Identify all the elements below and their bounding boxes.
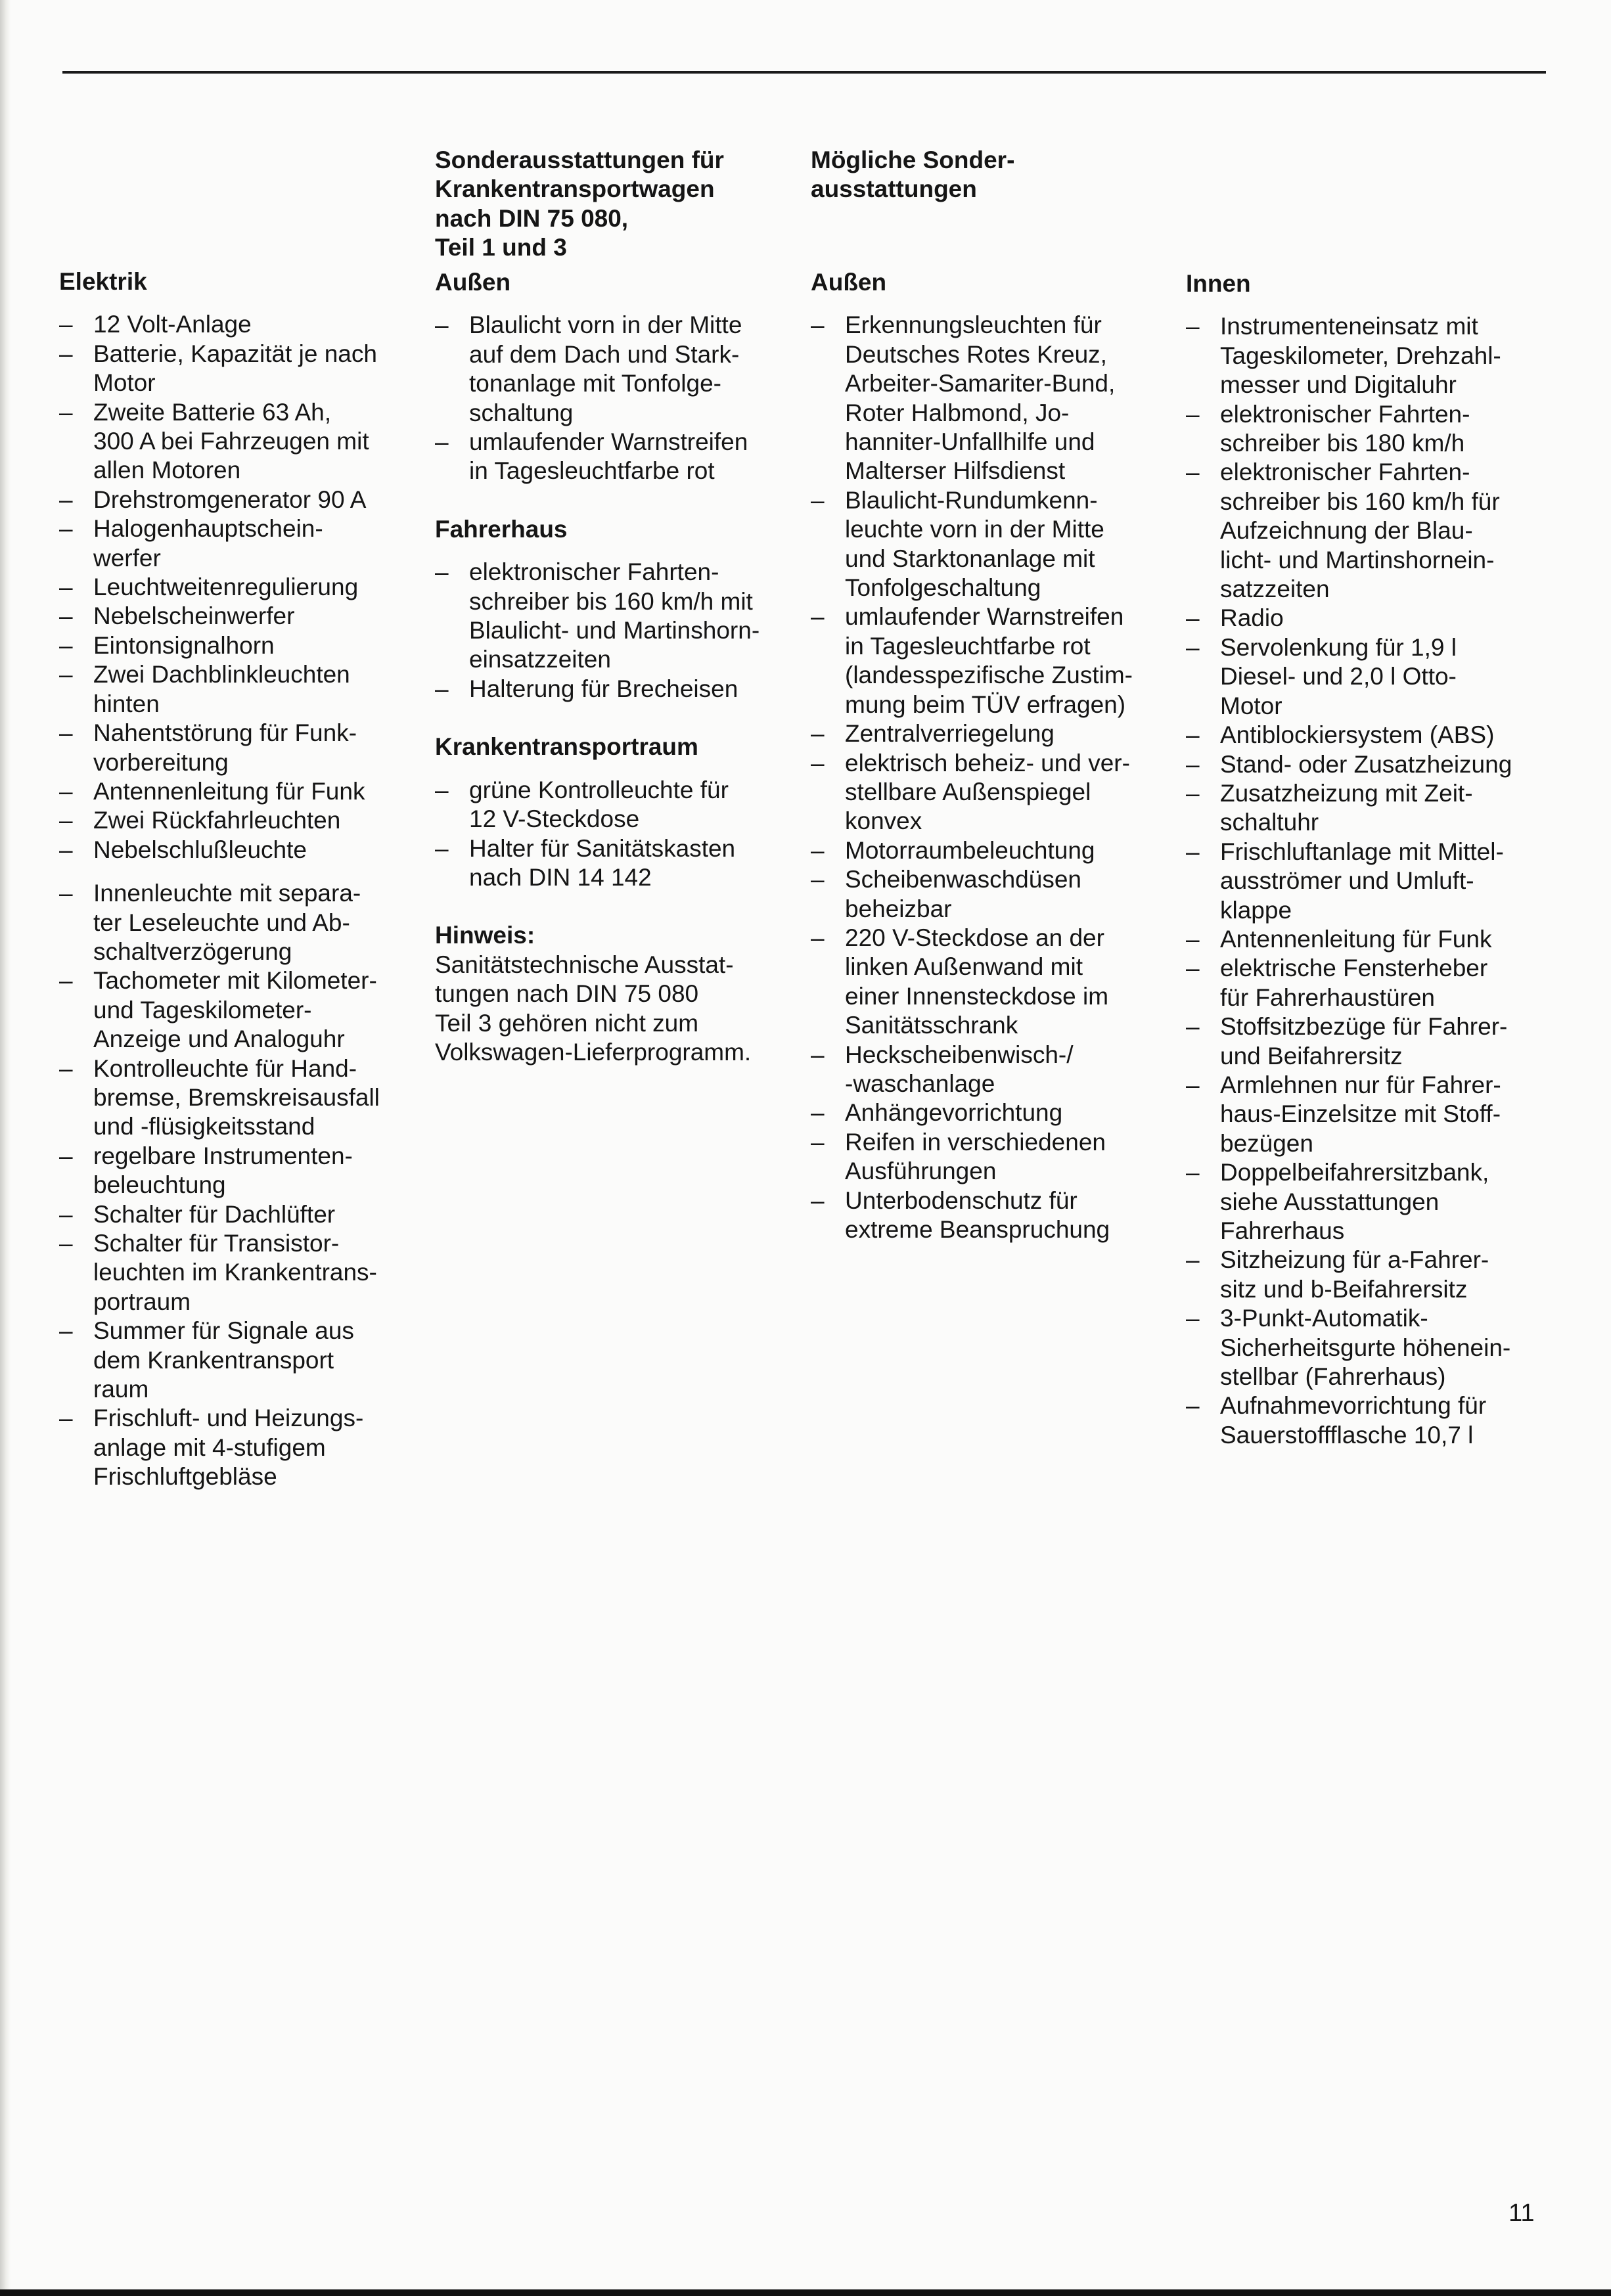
bottom-edge [0,2289,1611,2296]
list-item [59,966,414,1054]
list-item [59,514,414,573]
bullet-dash: – [1186,1305,1200,1332]
bullet-dash: – [59,880,73,907]
list-item-line: nach DIN 14 142 [469,863,652,891]
list-moegliche-aussen [811,311,1166,1244]
list-item-line: schaltung [469,399,574,426]
list-item-line: und Beifahrersitz [1220,1042,1403,1069]
list-sonder-aussen [435,311,790,485]
heading-line: ausstattungen [811,175,977,203]
list-item [1186,1246,1541,1304]
list-item-line: einsatzzeiten [469,646,611,673]
top-rule [62,71,1546,74]
list-item-line: bremse, Bremskreisausfall [93,1083,380,1111]
list-item [1186,750,1541,779]
bullet-dash: – [59,719,73,747]
list-item-line: Unterbodenschutz für [845,1186,1078,1214]
heading-line: Sonderausstattungen für [435,146,724,173]
list-item [435,558,790,675]
list-item-line: werfer [93,544,161,572]
list-item-line: Antennenleitung für Funk [1220,925,1492,953]
bullet-dash: – [1186,400,1200,428]
bullet-dash: – [1186,750,1200,778]
list-item [1186,1391,1541,1450]
list-item [59,573,414,602]
list-item-line: regelbare Instrumenten- [93,1142,353,1169]
bullet-dash: – [59,1317,73,1345]
list-item-line: Summer für Signale aus [93,1317,354,1345]
list-item-line: bezügen [1220,1129,1313,1157]
list-item-line: raum [93,1376,149,1403]
list-item [59,660,414,719]
list-item-line: Nahentstörung für Funk- [93,719,357,747]
list-item-line: stellbare Außenspiegel [845,778,1091,805]
list-item-line: 220 V-Steckdose an der [845,924,1104,951]
list-item-line: auf dem Dach und Stark- [469,340,740,368]
list-item-line: schreiber bis 160 km/h für [1220,487,1500,515]
list-item-line: beleuchtung [93,1171,226,1199]
list-item-line: in Tagesleuchtfarbe rot [845,632,1091,660]
hinweis-line: tungen nach DIN 75 080 [435,980,699,1008]
list-item-line: Blaulicht-Rundumkenn- [845,486,1098,514]
bullet-dash: – [1186,1071,1200,1098]
bullet-dash: – [1186,838,1200,865]
list-item [811,1186,1166,1245]
list-item-line: Sanitätsschrank [845,1012,1018,1039]
list-item-line: konvex [845,807,922,835]
heading-line: Krankentransportwagen [435,175,715,203]
list-item-line: Sicherheitsgurte höhenein- [1220,1334,1511,1361]
list-item [1186,954,1541,1012]
list-item-line: Anzeige und Analoguhr [93,1025,345,1053]
list-item-line: Radio [1220,604,1284,632]
binding-edge [0,0,11,2296]
list-item [811,1128,1166,1186]
bullet-dash: – [811,486,825,514]
list-item-line: Frischluftgebläse [93,1463,277,1491]
list-item [59,631,414,660]
list-item-line: Tonfolgeschaltung [845,574,1041,602]
list-elektrik-a [59,310,414,865]
list-item-line: Roter Halbmond, Jo- [845,399,1070,426]
list-item-line: sitz und b-Beifahrersitz [1220,1275,1468,1303]
heading-krankentransportraum: Krankentransportraum [435,733,698,761]
bullet-dash: – [1186,1013,1200,1041]
list-item [435,675,790,704]
list-item-line: 3-Punkt-Automatik- [1220,1305,1428,1332]
bullet-dash: – [1186,1159,1200,1186]
list-item-line: Zusatzheizung mit Zeit- [1220,779,1473,807]
list-item [59,1142,414,1200]
list-item-line: Servolenkung für 1,9 l [1220,633,1457,661]
list-item-line: elektronischer Fahrten- [1220,400,1470,428]
list-item [1186,400,1541,459]
list-item-line: Zweite Batterie 63 Ah, [93,398,331,426]
list-item-line: grüne Kontrolleuchte für [469,776,729,803]
list-item-line: Batterie, Kapazität je nach [93,340,377,367]
list-item-line: hinten [93,690,160,717]
bullet-dash: – [59,836,73,863]
list-item-line: Schalter für Transistor- [93,1230,340,1257]
list-item-line: Erkennungsleuchten für [845,311,1102,339]
list-item-line: vorbereitung [93,748,229,776]
column-sonderausstattungen [435,146,790,1067]
list-item [59,485,414,514]
bullet-dash: – [811,1128,825,1156]
column-innen [1186,269,1541,1450]
bullet-dash: – [59,1230,73,1257]
bullet-dash: – [59,515,73,543]
bullet-dash: – [1186,955,1200,982]
bullet-dash: – [1186,1246,1200,1274]
heading-sonderausstattungen [435,146,790,268]
list-item-line: Zentralverriegelung [845,720,1055,748]
list-item-line: extreme Beanspruchung [845,1216,1110,1243]
list-item-line: Doppelbeifahrersitzbank, [1220,1159,1489,1186]
list-item-line: und Starktonanlage mit [845,545,1095,572]
list-sonder-fahrerhaus [435,558,790,704]
list-item [435,834,790,893]
list-item [59,1229,414,1317]
heading-elektrik: Elektrik [59,268,147,295]
list-item-line: elektrische Fensterheber [1220,955,1488,982]
bullet-dash: – [59,661,73,688]
heading-line: nach DIN 75 080, [435,204,629,232]
list-item-line: siehe Ausstattungen [1220,1188,1440,1215]
list-item-line: Leuchtweitenregulierung [93,574,359,601]
list-item [435,428,790,486]
list-item-line: anlage mit 4-stufigem [93,1433,326,1461]
list-innen [1186,312,1541,1450]
page-number: 11 [1509,2199,1535,2227]
bullet-dash: – [59,311,73,338]
list-item-line: leuchten im Krankentrans- [93,1259,377,1286]
list-item [811,311,1166,485]
list-item [59,806,414,835]
list-sonder-raum [435,776,790,893]
list-item-line: Antennenleitung für Funk [93,777,365,805]
list-item-line: Halterung für Brecheisen [469,675,738,702]
bullet-dash: – [811,924,825,951]
list-item-line: Zwei Rückfahrleuchten [93,807,341,834]
list-item [59,310,414,339]
heading-line: Teil 1 und 3 [435,234,567,261]
heading-moegliche-sonderausstattungen [811,146,1166,268]
list-item-line: Diesel- und 2,0 l Otto- [1220,663,1457,690]
list-item [1186,312,1541,399]
list-item-line: Drehstromgenerator 90 A [93,485,367,513]
list-item-line: Tageskilometer, Drehzahl- [1220,342,1501,369]
list-item [811,1041,1166,1099]
bullet-dash: – [811,1041,825,1068]
list-item-line: mung beim TÜV erfragen) [845,690,1126,718]
hinweis-line: Sanitätstechnische Ausstat- [435,951,734,978]
list-item-line: Fahrerhaus [1220,1217,1345,1244]
list-item [811,719,1166,748]
list-item-line: Heckscheibenwisch-/ [845,1041,1074,1068]
list-item-line: Scheibenwaschdüsen [845,866,1081,893]
bullet-dash: – [435,834,449,862]
list-item-line: Instrumenteneinsatz mit [1220,313,1478,340]
bullet-dash: – [59,777,73,805]
list-item-line: 12 V-Steckdose [469,805,640,833]
list-item-line: dem Krankentransport [93,1346,334,1374]
list-item-line: Aufzeichnung der Blau- [1220,517,1473,545]
bullet-dash: – [1186,604,1200,632]
bullet-dash: – [59,807,73,834]
list-item [59,1317,414,1404]
list-item [59,719,414,777]
list-item-line: Motorraumbeleuchtung [845,836,1095,864]
list-item-line: Kontrolleuchte für Hand- [93,1054,357,1082]
list-item-line: Innenleuchte mit separa- [93,880,361,907]
list-item-line: schaltverzögerung [93,937,292,965]
bullet-dash: – [435,311,449,339]
hinweis-line: Teil 3 gehören nicht zum [435,1009,699,1037]
heading-innen: Innen [1186,270,1251,297]
list-item-line: elektronischer Fahrten- [469,558,719,586]
list-item-line: Sauerstoffflasche 10,7 l [1220,1421,1474,1449]
list-item-line: umlaufender Warnstreifen [845,603,1124,631]
bullet-dash: – [811,603,825,631]
list-item [1186,838,1541,925]
list-item [435,776,790,834]
list-item-line: Motor [93,369,156,397]
list-item-line: einer Innensteckdose im [845,982,1109,1010]
list-item-line: für Fahrerhaustüren [1220,983,1436,1011]
list-item-line: klappe [1220,896,1292,924]
bullet-dash: – [59,485,73,513]
bullet-dash: – [435,776,449,803]
bullet-dash: – [59,1054,73,1082]
list-item [435,311,790,428]
heading-hinweis: Hinweis: [435,922,535,949]
list-item [1186,721,1541,750]
list-item-line: Frischluft- und Heizungs- [93,1405,364,1432]
bullet-dash: – [1186,459,1200,486]
bullet-dash: – [1186,633,1200,661]
list-item-line: Blaulicht- und Martinshorn- [469,617,760,644]
bullet-dash: – [59,602,73,630]
bullet-dash: – [59,1142,73,1169]
list-item-line: Arbeiter-Samariter-Bund, [845,370,1116,397]
list-item-line: Frischluftanlage mit Mittel- [1220,838,1504,865]
list-item-line: Halter für Sanitätskasten [469,834,736,862]
bullet-dash: – [435,675,449,702]
list-item-line: in Tagesleuchtfarbe rot [469,457,715,485]
heading-line: Mögliche Sonder- [811,146,1015,173]
bullet-dash: – [59,1405,73,1432]
list-item [811,865,1166,924]
list-item-line: Sitzheizung für a-Fahrer- [1220,1246,1489,1274]
list-item-line: und -flüsigkeitsstand [93,1113,315,1140]
bullet-dash: – [811,720,825,748]
list-item-line: elektronischer Fahrten- [1220,459,1470,486]
list-item-line: schaltuhr [1220,809,1319,836]
list-item [1186,604,1541,633]
bullet-dash: – [435,428,449,456]
list-item [59,836,414,865]
list-item [811,486,1166,603]
column-moegliche-sonderausstattungen [811,146,1166,1244]
list-item-line: licht- und Martinshornein- [1220,546,1495,574]
bullet-dash: – [1186,313,1200,340]
list-item-line: Reifen in verschiedenen [845,1128,1106,1156]
column-elektrik [59,267,414,1492]
hinweis-text [435,951,790,1068]
list-item-line: leuchte vorn in der Mitte [845,516,1104,543]
list-item [59,602,414,631]
bullet-dash: – [1186,721,1200,749]
list-item-line: Stoffsitzbezüge für Fahrer- [1220,1013,1508,1041]
bullet-dash: – [811,1099,825,1127]
list-item-line: 12 Volt-Anlage [93,311,252,338]
list-item-line: elektrisch beheiz- und ver- [845,749,1130,777]
list-item [59,879,414,966]
list-item-line: Anhängevorrichtung [845,1099,1063,1127]
list-item [1186,925,1541,954]
list-item-line: Tachometer mit Kilometer- [93,967,377,995]
list-item-line: Zwei Dachblinkleuchten [93,661,350,688]
list-item-line: schreiber bis 180 km/h [1220,430,1465,457]
list-item-line: messer und Digitaluhr [1220,371,1457,399]
list-item-line: Schalter für Dachlüfter [93,1200,336,1228]
list-item [59,1200,414,1229]
list-item-line: tonanlage mit Tonfolge- [469,370,721,397]
bullet-dash: – [1186,1392,1200,1420]
list-item-line: stellbar (Fahrerhaus) [1220,1363,1446,1391]
list-item-line: Aufnahmevorrichtung für [1220,1392,1487,1420]
list-item-line: hanniter-Unfallhilfe und [845,428,1095,456]
list-item [59,340,414,398]
list-item [811,836,1166,865]
bullet-dash: – [59,1200,73,1228]
list-item-line: Halogenhauptschein- [93,515,323,543]
list-item-line: linken Außenwand mit [845,953,1083,981]
list-item-line: Armlehnen nur für Fahrer- [1220,1071,1501,1098]
list-item-line: und Tageskilometer- [93,996,312,1024]
bullet-dash: – [59,340,73,367]
list-item-line: Nebelschlußleuchte [93,836,307,863]
list-item-line: Nebelscheinwerfer [93,602,295,630]
bullet-dash: – [59,631,73,659]
list-item [1186,633,1541,721]
bullet-dash: – [1186,779,1200,807]
list-item-line: schreiber bis 160 km/h mit [469,587,753,615]
list-item [1186,1304,1541,1391]
list-item [59,398,414,485]
list-item [59,1404,414,1491]
list-item [811,749,1166,836]
bullet-dash: – [811,1186,825,1214]
bullet-dash: – [1186,925,1200,953]
list-item-line: allen Motoren [93,457,241,484]
list-item-line: satzzeiten [1220,575,1330,603]
list-item [811,924,1166,1041]
bullet-dash: – [811,749,825,777]
list-item-line: Eintonsignalhorn [93,631,275,659]
bullet-dash: – [59,574,73,601]
list-item [59,1054,414,1142]
list-item-line: beheizbar [845,895,952,922]
bullet-dash: – [811,311,825,339]
list-item-line: portraum [93,1288,191,1315]
list-item [59,777,414,806]
bullet-dash: – [811,836,825,864]
list-item-line: 300 A bei Fahrzeugen mit [93,428,369,455]
list-item [1186,779,1541,838]
list-item-line: ausströmer und Umluft- [1220,867,1474,895]
list-item-line: (landesspezifische Zustim- [845,662,1133,689]
bullet-dash: – [59,967,73,995]
list-item [811,602,1166,719]
list-item [811,1098,1166,1127]
list-elektrik-b [59,879,414,1492]
list-item-line: Motor [1220,692,1282,719]
list-item-line: Stand- oder Zusatzheizung [1220,750,1512,778]
heading-aussen: Außen [811,269,887,296]
list-item-line: haus-Einzelsitze mit Stoff- [1220,1100,1501,1128]
heading-fahrerhaus: Fahrerhaus [435,515,568,543]
list-item [1186,1071,1541,1158]
list-item-line: Deutsches Rotes Kreuz, [845,340,1107,368]
bullet-dash: – [435,558,449,586]
list-item-line: -waschanlage [845,1069,995,1097]
list-item-line: Ausführungen [845,1158,997,1185]
list-item [1186,1012,1541,1071]
list-item-line: Blaulicht vorn in der Mitte [469,311,742,339]
hinweis-line: Volkswagen-Lieferprogramm. [435,1038,752,1066]
list-item-line: Antiblockiersystem (ABS) [1220,721,1495,749]
heading-aussen: Außen [435,269,511,296]
list-item-line: umlaufender Warnstreifen [469,428,748,456]
list-item [1186,1158,1541,1246]
list-item [1186,458,1541,604]
bullet-dash: – [59,398,73,426]
list-item-line: Malterser Hilfsdienst [845,457,1066,485]
list-item-line: ter Leseleuchte und Ab- [93,909,350,936]
bullet-dash: – [811,866,825,893]
